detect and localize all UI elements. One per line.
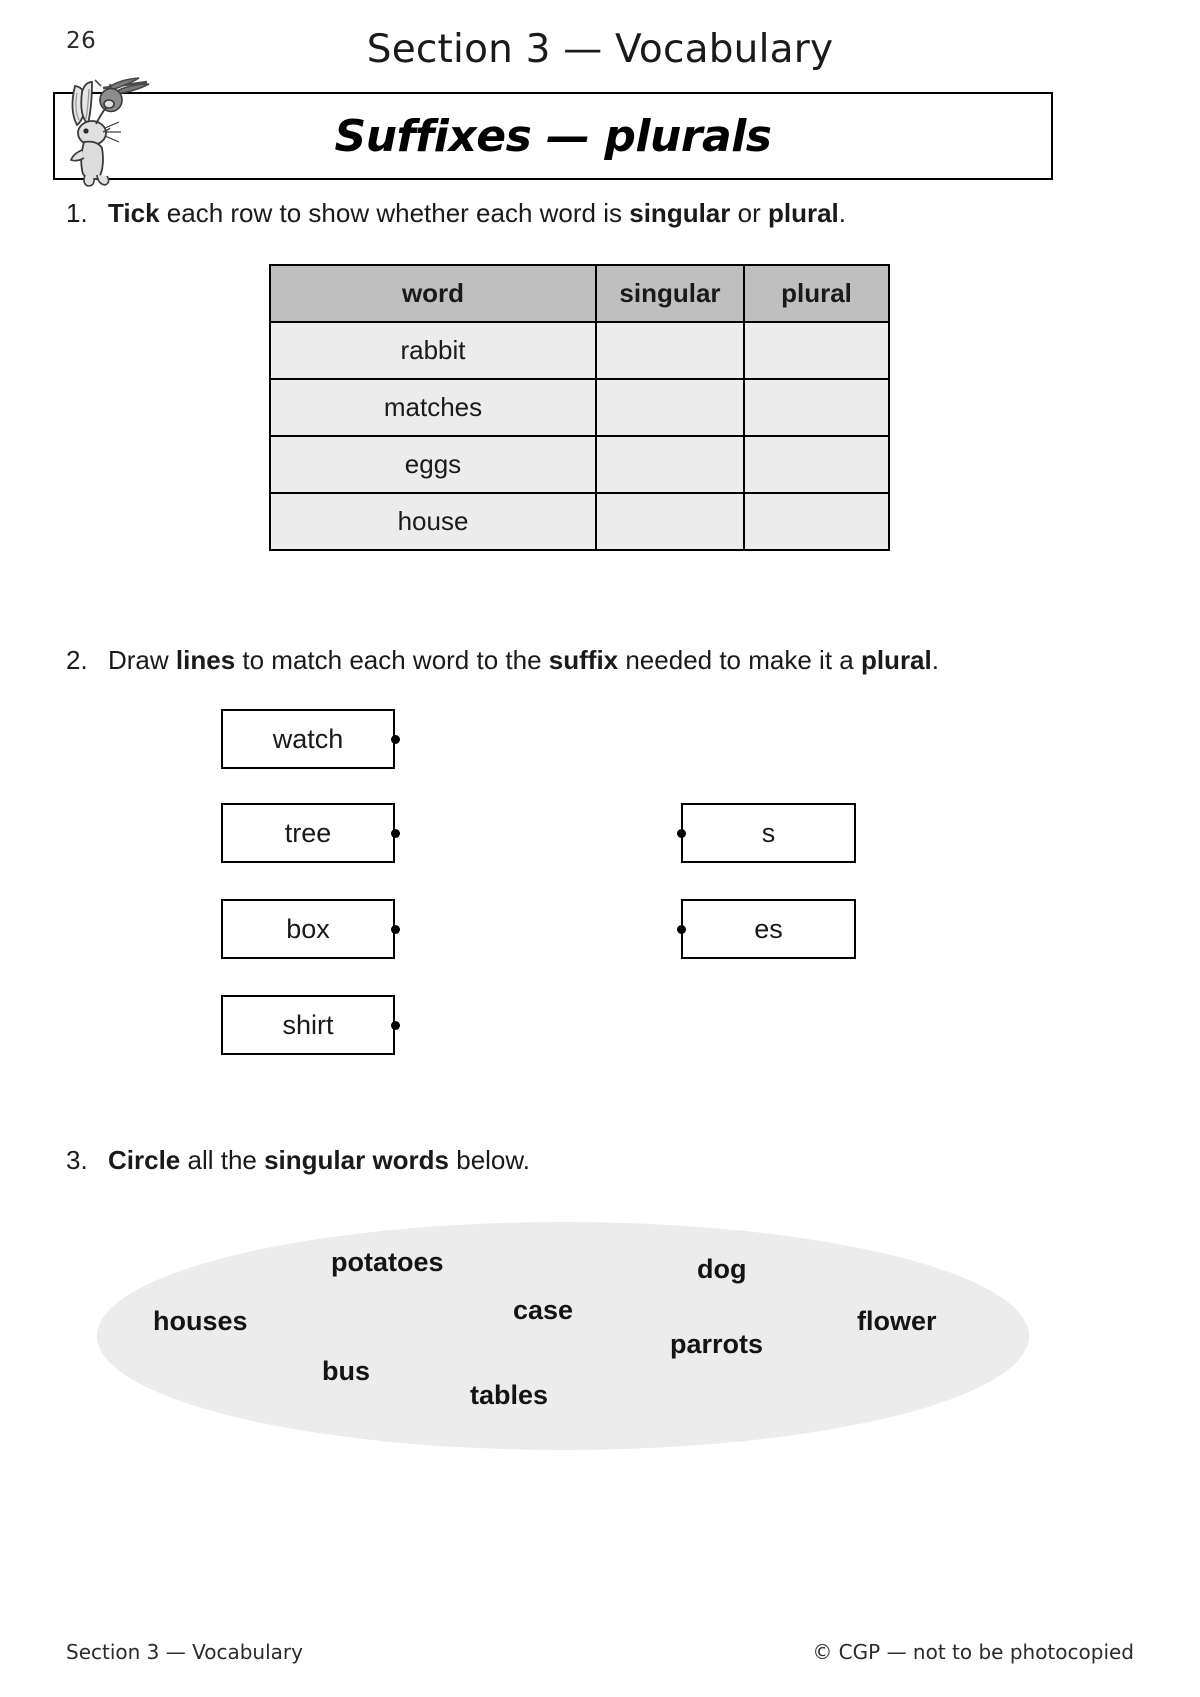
q2-text-7: .: [931, 645, 939, 675]
table-cell-word: matches: [270, 379, 596, 436]
table-cell-plural-tick[interactable]: [744, 379, 889, 436]
q1-word-plural: plural: [767, 198, 839, 228]
table-cell-plural-tick[interactable]: [744, 322, 889, 379]
table-cell-word: house: [270, 493, 596, 550]
cloud-word-bus[interactable]: bus: [322, 1356, 371, 1386]
cloud-word-dog[interactable]: dog: [697, 1254, 747, 1284]
match-box-box[interactable]: [221, 899, 395, 959]
question-2-number: 2.: [66, 645, 88, 675]
singular-plural-table: [269, 264, 890, 551]
table-row: [270, 436, 889, 493]
table-row: [270, 493, 889, 550]
q2-text-5: needed to make it a: [618, 645, 861, 675]
table-cell-plural-tick[interactable]: [744, 493, 889, 550]
cloud-word-houses[interactable]: houses: [153, 1306, 248, 1336]
table-cell-singular-tick[interactable]: [596, 379, 744, 436]
q3-text-4: below.: [449, 1145, 530, 1175]
cloud-word-potatoes[interactable]: potatoes: [331, 1247, 444, 1277]
table-cell-word: eggs: [270, 436, 596, 493]
table-row: [270, 322, 889, 379]
q2-word-lines: lines: [175, 645, 236, 675]
q1-text-4: or: [730, 198, 768, 228]
question-1-text: [66, 198, 846, 229]
footer-section-label: Section 3 — Vocabulary: [66, 1640, 303, 1664]
page-title: Suffixes — plurals: [334, 110, 772, 162]
table-header-row: [270, 265, 889, 322]
table-cell-singular-tick[interactable]: [596, 436, 744, 493]
match-box-label: tree: [284, 817, 332, 848]
table-cell-singular-tick[interactable]: [596, 493, 744, 550]
table-header-plural: plural: [744, 265, 889, 322]
table-cell-word: rabbit: [270, 322, 596, 379]
question-3-number: 3.: [66, 1145, 88, 1175]
table-cell-plural-tick[interactable]: [744, 436, 889, 493]
question-3-text: [66, 1145, 530, 1176]
match-box-tree[interactable]: [221, 803, 395, 863]
table-header-word: word: [270, 265, 596, 322]
match-box-label: s: [761, 817, 776, 848]
question-1-number: 1.: [66, 198, 88, 228]
table-header-singular: singular: [596, 265, 744, 322]
q1-text-6: .: [838, 198, 846, 228]
q1-word-singular: singular: [629, 198, 731, 228]
match-box-label: box: [286, 913, 330, 944]
cloud-word-case[interactable]: case: [513, 1295, 574, 1325]
q3-word-circle: Circle: [108, 1145, 181, 1175]
match-box-label: shirt: [282, 1009, 334, 1040]
section-heading: Section 3 — Vocabulary: [366, 27, 834, 72]
match-box-label: es: [754, 913, 783, 944]
cloud-word-flower[interactable]: flower: [857, 1306, 937, 1336]
match-box-label: watch: [272, 723, 344, 754]
q3-word-singular-words: singular words: [264, 1145, 450, 1175]
q3-text-2: all the: [180, 1145, 265, 1175]
footer-copyright: © CGP — not to be photocopied: [812, 1640, 1134, 1664]
table-row: [270, 379, 889, 436]
q1-text-2: each row to show whether each word is: [159, 198, 630, 228]
match-box-suffix-es[interactable]: [681, 899, 856, 959]
cloud-word-parrots[interactable]: parrots: [670, 1329, 764, 1359]
cloud-word-tables[interactable]: tables: [470, 1380, 549, 1410]
match-box-shirt[interactable]: [221, 995, 395, 1055]
q2-word-suffix: suffix: [548, 645, 619, 675]
title-bar: [53, 92, 1053, 180]
match-box-watch[interactable]: [221, 709, 395, 769]
table-cell-singular-tick[interactable]: [596, 322, 744, 379]
q2-word-plural: plural: [860, 645, 932, 675]
page-number: 26: [66, 28, 97, 54]
match-box-suffix-s[interactable]: [681, 803, 856, 863]
q2-text-3: to match each word to the: [235, 645, 549, 675]
question-2-text: [66, 645, 939, 676]
q2-text-1: Draw: [108, 645, 176, 675]
q1-word-tick: Tick: [108, 198, 160, 228]
